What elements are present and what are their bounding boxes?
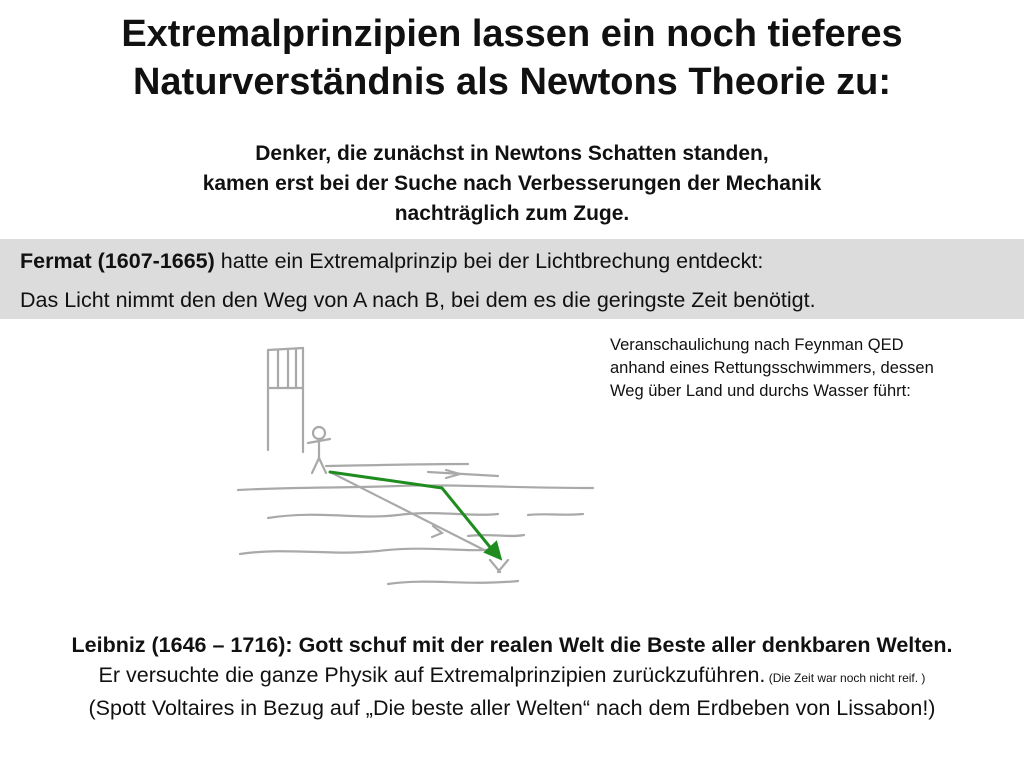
leibniz-section: [0, 630, 1024, 723]
leibniz-name: Leibniz (1646 – 1716): [71, 633, 286, 657]
wave-2: [528, 514, 583, 515]
leibniz-line-3: (Spott Voltaires in Bezug auf „Die beste aller Welten“ nach dem Erdbeben von Lissabon!): [88, 696, 936, 720]
caption-line-3: Weg über Land und durchs Wasser führt:: [610, 382, 911, 400]
caption-line-2: anhand eines Rettungsschwimmers, dessen: [610, 359, 934, 377]
lifeguard-sketch: [228, 340, 608, 590]
leibniz-line-2: [0, 660, 1024, 693]
feynman-caption: [610, 334, 1010, 403]
wave-3: [240, 549, 496, 554]
slide-title: [0, 10, 1024, 106]
sketch-lines: [238, 348, 593, 584]
fermat-highlight-band: [0, 239, 1024, 319]
wave-4: [388, 581, 518, 584]
leibniz-sep: :: [285, 633, 299, 657]
fermat-name: Fermat (1607-1665): [20, 249, 215, 273]
subtitle-line-3: nachträglich zum Zuge.: [394, 202, 630, 225]
target-marker-icon: [490, 560, 508, 572]
caption-line-1: Veranschaulichung nach Feynman QED: [610, 336, 904, 354]
fermat-statement-rest: hatte ein Extremalprinzip bei der Lichtbrechung entdeckt:: [214, 249, 764, 273]
leibniz-note: (Die Zeit war noch nicht reif. ): [765, 671, 926, 685]
leibniz-line-2-main: Er versuchte die ganze Physik auf Extremalprinzipien zurückzuführen.: [98, 663, 766, 687]
leibniz-line-1: [0, 630, 1024, 660]
subtitle-line-2: kamen erst bei der Suche nach Verbesserungen der Mechanik: [202, 172, 822, 195]
subtitle-line-1: Denker, die zunächst in Newtons Schatten standen,: [255, 142, 769, 165]
fermat-statement: [20, 247, 763, 275]
leibniz-quote: Gott schuf mit der realen Welt die Beste aller denkbaren Welten.: [298, 633, 953, 657]
shoreline: [238, 485, 593, 490]
title-line-2: Naturverständnis als Newtons Theorie zu:: [132, 61, 892, 103]
slide-subtitle: [0, 139, 1024, 229]
lifeguard-tower-icon: [268, 348, 303, 452]
wave-5: [468, 535, 524, 536]
title-line-1: Extremalprinzipien lassen ein noch tieferes: [121, 13, 903, 55]
fermat-principle: Das Licht nimmt den den Weg von A nach B, bei dem es die geringste Zeit benötigt.: [20, 288, 816, 312]
